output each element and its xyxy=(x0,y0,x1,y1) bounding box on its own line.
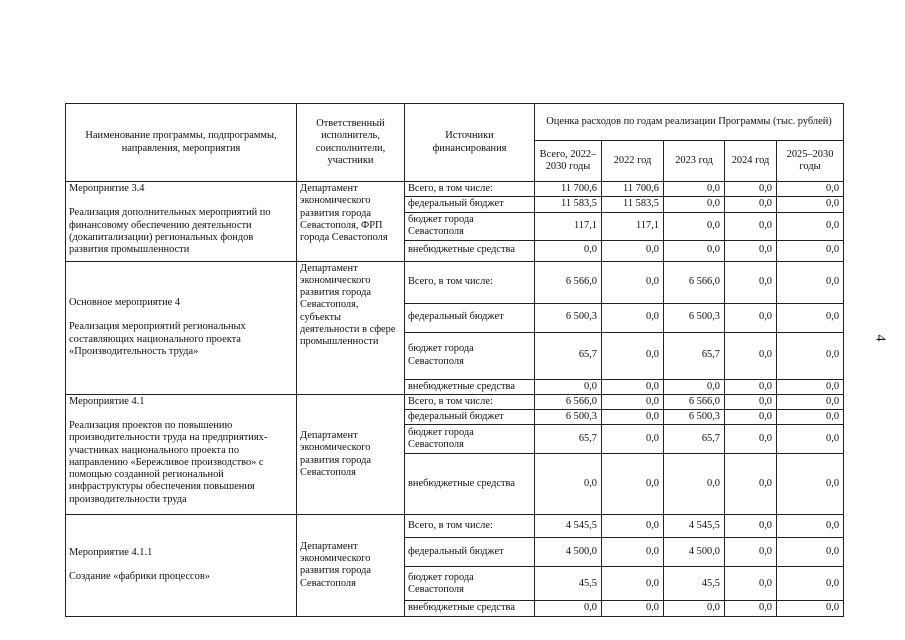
amount-cell: 0,0 xyxy=(725,567,777,601)
amount-cell: 0,0 xyxy=(664,379,725,394)
activity-title: Мероприятие 4.1.1 xyxy=(69,547,153,559)
amount-cell: 0,0 xyxy=(602,567,664,601)
amount-cell: 11 583,5 xyxy=(535,197,602,212)
amount-cell: 0,0 xyxy=(535,379,602,394)
activity-title: Мероприятие 4.1 xyxy=(69,395,145,407)
table-row xyxy=(66,261,844,303)
amount-cell: 0,0 xyxy=(602,379,664,394)
amount-cell: 0,0 xyxy=(535,240,602,261)
funding-source-cell: бюджет города Севастополя xyxy=(405,212,535,240)
responsible-cell: Департамент экономического развития города Севастополя xyxy=(297,515,405,616)
amount-cell: 0,0 xyxy=(777,197,844,212)
amount-cell: 6 566,0 xyxy=(535,261,602,303)
header-name: Наименование программы, подпрограммы, направления, мероприятия xyxy=(66,104,297,182)
amount-cell: 0,0 xyxy=(725,240,777,261)
amount-cell: 0,0 xyxy=(777,410,844,425)
activity-description: Реализация мероприятий региональных составляющих национального проекта «Производительность труда» xyxy=(69,321,246,357)
funding-source-cell: Всего, в том числе: xyxy=(405,261,535,303)
amount-cell: 0,0 xyxy=(777,303,844,332)
amount-cell: 6 566,0 xyxy=(664,261,725,303)
funding-source-cell: федеральный бюджет xyxy=(405,410,535,425)
amount-cell: 6 566,0 xyxy=(664,394,725,409)
financing-table xyxy=(65,103,844,617)
amount-cell: 0,0 xyxy=(664,197,725,212)
activity-name-cell xyxy=(66,515,297,616)
page-number: 4 xyxy=(872,334,888,342)
amount-cell: 45,5 xyxy=(664,567,725,601)
amount-cell: 0,0 xyxy=(725,212,777,240)
amount-cell: 0,0 xyxy=(535,601,602,616)
amount-cell: 45,5 xyxy=(535,567,602,601)
amount-cell: 0,0 xyxy=(777,212,844,240)
amount-cell: 0,0 xyxy=(777,538,844,567)
amount-cell: 0,0 xyxy=(602,601,664,616)
amount-cell: 6 566,0 xyxy=(535,394,602,409)
amount-cell: 0,0 xyxy=(777,515,844,538)
header-year-2023: 2023 год xyxy=(664,141,725,182)
amount-cell: 11 583,5 xyxy=(602,197,664,212)
amount-cell: 4 500,0 xyxy=(535,538,602,567)
amount-cell: 0,0 xyxy=(602,240,664,261)
amount-cell: 0,0 xyxy=(725,182,777,197)
funding-source-cell: федеральный бюджет xyxy=(405,538,535,567)
funding-source-cell: бюджет города Севастополя xyxy=(405,332,535,379)
amount-cell: 0,0 xyxy=(725,379,777,394)
header-year-2025-2030: 2025–2030 годы xyxy=(777,141,844,182)
funding-source-cell: бюджет города Севастополя xyxy=(405,567,535,601)
activity-name-cell xyxy=(66,182,297,262)
amount-cell: 0,0 xyxy=(725,601,777,616)
funding-source-cell: внебюджетные средства xyxy=(405,240,535,261)
header-sources: Источники финансирования xyxy=(405,104,535,182)
amount-cell: 0,0 xyxy=(777,379,844,394)
amount-cell: 0,0 xyxy=(777,567,844,601)
activity-title: Основное мероприятие 4 xyxy=(69,297,181,309)
amount-cell: 0,0 xyxy=(777,261,844,303)
amount-cell: 0,0 xyxy=(602,332,664,379)
amount-cell: 0,0 xyxy=(725,303,777,332)
amount-cell: 0,0 xyxy=(725,454,777,515)
responsible-cell: Департамент экономического развития города Севастополя, ФРП города Севастополя xyxy=(297,182,405,262)
amount-cell: 4 545,5 xyxy=(535,515,602,538)
amount-cell: 0,0 xyxy=(664,601,725,616)
table-body xyxy=(66,182,844,617)
funding-source-cell: Всего, в том числе: xyxy=(405,515,535,538)
amount-cell: 65,7 xyxy=(535,425,602,454)
amount-cell: 6 500,3 xyxy=(535,410,602,425)
amount-cell: 11 700,6 xyxy=(535,182,602,197)
amount-cell: 0,0 xyxy=(725,538,777,567)
amount-cell: 0,0 xyxy=(602,454,664,515)
activity-name-cell xyxy=(66,261,297,394)
funding-source-cell: Всего, в том числе: xyxy=(405,182,535,197)
amount-cell: 0,0 xyxy=(664,212,725,240)
amount-cell: 0,0 xyxy=(664,454,725,515)
amount-cell: 0,0 xyxy=(602,261,664,303)
amount-cell: 0,0 xyxy=(602,394,664,409)
amount-cell: 0,0 xyxy=(725,197,777,212)
amount-cell: 0,0 xyxy=(725,515,777,538)
amount-cell: 4 545,5 xyxy=(664,515,725,538)
header-year-2024: 2024 год xyxy=(725,141,777,182)
header-responsible: Ответственный исполнитель, соисполнители, участники xyxy=(297,104,405,182)
funding-source-cell: внебюджетные средства xyxy=(405,379,535,394)
responsible-cell: Департамент экономического развития города Севастополя xyxy=(297,394,405,515)
amount-cell: 0,0 xyxy=(725,394,777,409)
table-row xyxy=(66,394,844,409)
header-year-2022: 2022 год xyxy=(602,141,664,182)
header-year-total: Всего, 2022–2030 годы xyxy=(535,141,602,182)
funding-source-cell: Всего, в том числе: xyxy=(405,394,535,409)
amount-cell: 117,1 xyxy=(535,212,602,240)
funding-source-cell: внебюджетные средства xyxy=(405,601,535,616)
amount-cell: 0,0 xyxy=(777,425,844,454)
amount-cell: 0,0 xyxy=(535,454,602,515)
activity-description: Реализация проектов по повышению производительности труда на предприятиях-участниках национального проекта по направлению «Бережливое производство» с помощью созданной региональной инфраструктуры обеспечения повышения производительности труда xyxy=(69,420,268,505)
funding-source-cell: бюджет города Севастополя xyxy=(405,425,535,454)
funding-source-cell: федеральный бюджет xyxy=(405,197,535,212)
amount-cell: 0,0 xyxy=(725,261,777,303)
amount-cell: 6 500,3 xyxy=(664,303,725,332)
activity-name-cell xyxy=(66,394,297,515)
amount-cell: 4 500,0 xyxy=(664,538,725,567)
responsible-cell: Департамент экономического развития города Севастополя, субъекты деятельности в сфере промышленности xyxy=(297,261,405,394)
amount-cell: 6 500,3 xyxy=(664,410,725,425)
table-row xyxy=(66,182,844,197)
amount-cell: 0,0 xyxy=(777,394,844,409)
amount-cell: 65,7 xyxy=(664,332,725,379)
amount-cell: 0,0 xyxy=(725,425,777,454)
table-row xyxy=(66,515,844,538)
amount-cell: 0,0 xyxy=(602,303,664,332)
amount-cell: 65,7 xyxy=(664,425,725,454)
amount-cell: 0,0 xyxy=(602,425,664,454)
amount-cell: 0,0 xyxy=(725,332,777,379)
amount-cell: 0,0 xyxy=(777,601,844,616)
amount-cell: 0,0 xyxy=(602,410,664,425)
activity-description: Реализация дополнительных мероприятий по финансовому обеспечению деятельности (докапитализации) региональных фондов развития промышленности xyxy=(69,207,271,256)
activity-description: Создание «фабрики процессов» xyxy=(69,571,210,583)
amount-cell: 0,0 xyxy=(777,182,844,197)
amount-cell: 0,0 xyxy=(664,240,725,261)
funding-source-cell: внебюджетные средства xyxy=(405,454,535,515)
funding-source-cell: федеральный бюджет xyxy=(405,303,535,332)
amount-cell: 0,0 xyxy=(725,410,777,425)
amount-cell: 0,0 xyxy=(777,332,844,379)
amount-cell: 0,0 xyxy=(602,515,664,538)
amount-cell: 0,0 xyxy=(664,182,725,197)
activity-title: Мероприятие 3.4 xyxy=(69,183,145,194)
amount-cell: 6 500,3 xyxy=(535,303,602,332)
amount-cell: 11 700,6 xyxy=(602,182,664,197)
amount-cell: 0,0 xyxy=(602,538,664,567)
amount-cell: 65,7 xyxy=(535,332,602,379)
amount-cell: 117,1 xyxy=(602,212,664,240)
header-estimate: Оценка расходов по годам реализации Программы (тыс. рублей) xyxy=(535,104,844,141)
amount-cell: 0,0 xyxy=(777,454,844,515)
amount-cell: 0,0 xyxy=(777,240,844,261)
